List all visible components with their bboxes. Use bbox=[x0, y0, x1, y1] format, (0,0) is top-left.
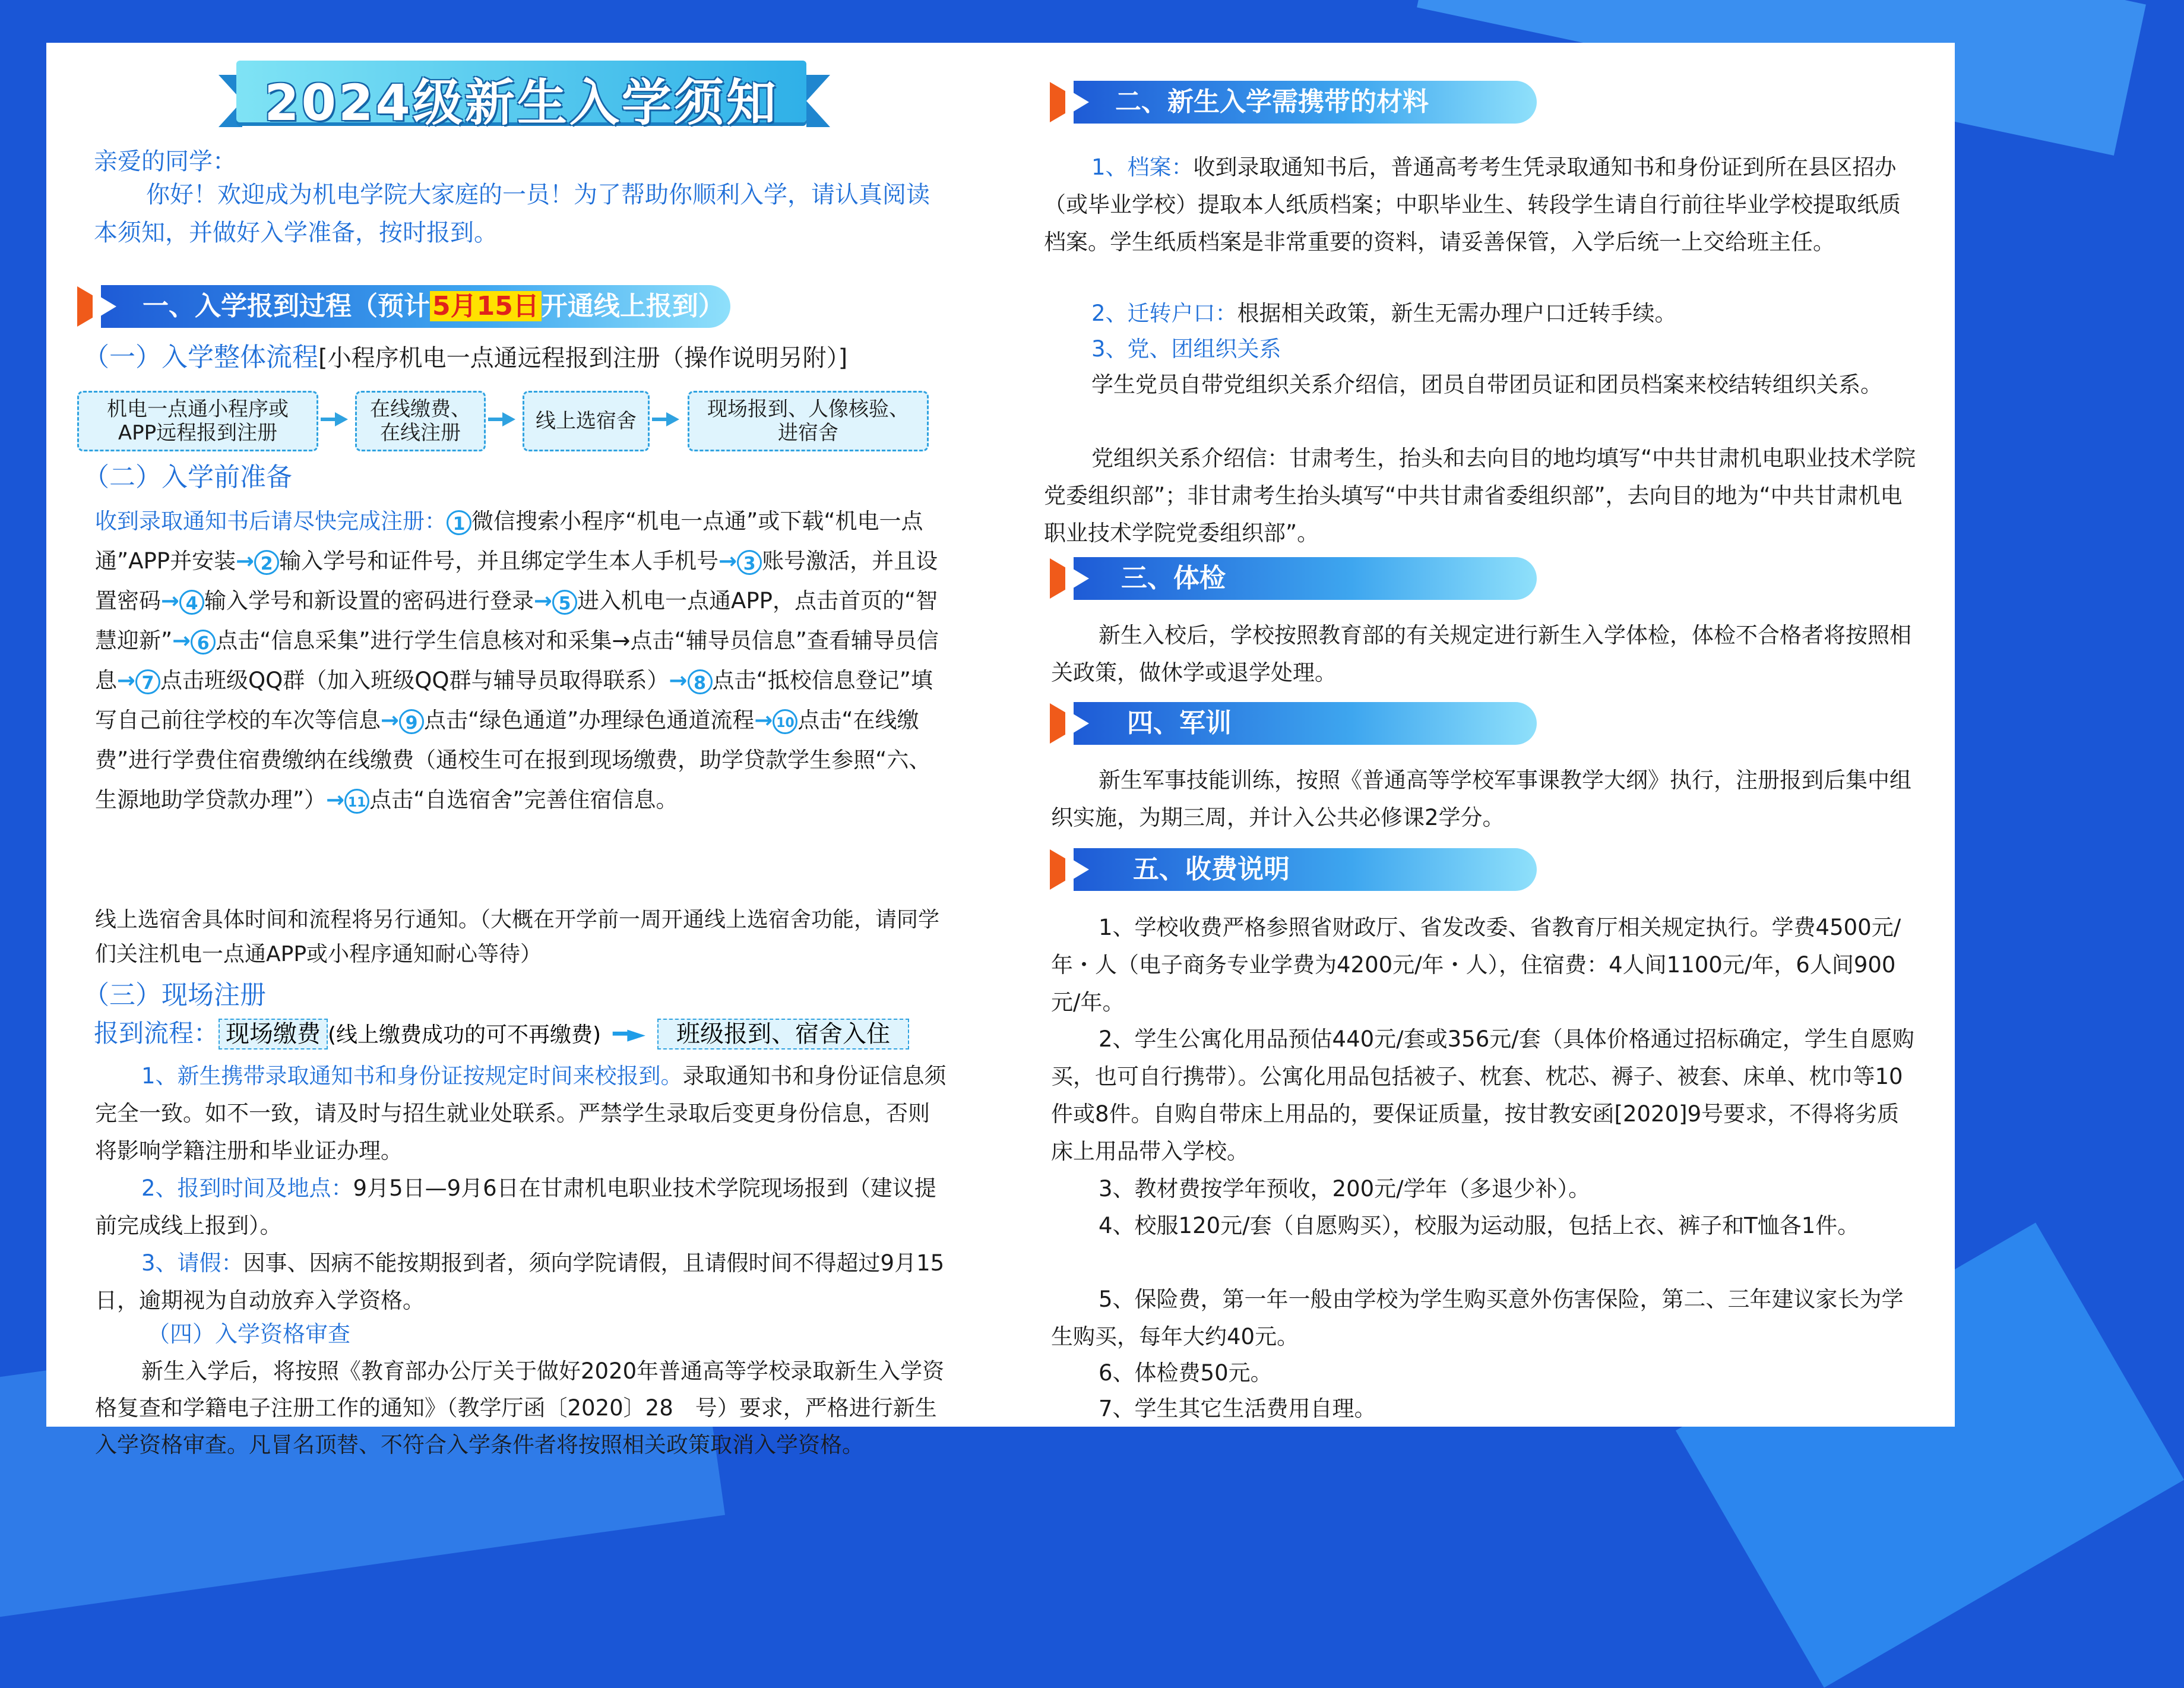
review-text: 新生入学后，将按照《教育部办公厅关于做好2020年普通高等学校录取新生入学资格复查和学籍电子注册工作的通知》（教学厅函〔2020〕28 号）要求，严格进行新生入学资格审查。凡冒名顶替、不符合入学条件者将按照相关政策取消入学资格。 bbox=[95, 1358, 945, 1458]
arrow-inner-icon bbox=[93, 292, 116, 321]
section-1-header bbox=[77, 283, 760, 330]
step-arrow-icon: → bbox=[161, 588, 180, 614]
material-3 bbox=[1044, 330, 1917, 368]
step-arrow-icon: → bbox=[326, 787, 345, 813]
section-2-header bbox=[1050, 78, 1561, 126]
onsite-step-register: 班级报到、宿舍入住 bbox=[657, 1019, 909, 1050]
section-3-title: 三、体检 bbox=[1121, 563, 1226, 593]
military-text: 新生军事技能训练，按照《普通高等学校军事课教学大纲》执行，注册报到后集中组织实施，为期三周，并计入公共必修课2学分。 bbox=[1051, 767, 1911, 830]
flow-arrow-line bbox=[321, 418, 336, 421]
ribbon-right bbox=[806, 75, 830, 127]
onsite-item-3 bbox=[95, 1244, 950, 1319]
fee-item-4: 4、校服120元/套（自愿购买），校服为运动服，包括上衣、裤子和T恤各1件。 bbox=[1099, 1213, 1860, 1238]
section-1-title-after: 开通线上报到） bbox=[541, 291, 724, 321]
step-number-badge: 3 bbox=[737, 550, 762, 575]
step-text: 点击“自选宿舍”完善住宿信息。 bbox=[369, 787, 678, 813]
party-text-2: 党组织关系介绍信：甘肃考生，抬头和去向目的地均填写“中共甘肃机电职业技术学院党委组织部”；非甘肃考生抬头填写“中共甘肃省委组织部”，去向目的地为“中共甘肃机电职业技术学院党委组织部”。 bbox=[1044, 445, 1916, 546]
onsite-flow bbox=[94, 1016, 909, 1053]
material-1 bbox=[1044, 148, 1917, 261]
section-5-title: 五、收费说明 bbox=[1133, 854, 1290, 884]
section-1-date-highlight: 5月15日 bbox=[430, 291, 542, 321]
flow-arrow-icon bbox=[502, 412, 515, 426]
flow-arrow-line bbox=[488, 418, 504, 421]
step-text: 账号激活，并且设置密码 bbox=[95, 548, 938, 614]
onsite-label: 报到流程： bbox=[94, 1019, 219, 1048]
fee-item-6: 6、体检费50元。 bbox=[1099, 1360, 1273, 1386]
section-5-header bbox=[1050, 846, 1561, 893]
step-arrow-icon: → bbox=[172, 628, 191, 653]
onsite-item-1 bbox=[95, 1057, 950, 1169]
material-head: 2、迁转户口： bbox=[1091, 301, 1237, 326]
step-arrow-icon: → bbox=[236, 548, 255, 574]
sub-4-heading: （四）入学资格审查 bbox=[147, 1321, 351, 1347]
onsite-item-2 bbox=[95, 1169, 950, 1244]
step-number-badge: 9 bbox=[399, 709, 424, 734]
flow-arrow-icon bbox=[335, 412, 348, 426]
prep-steps bbox=[95, 501, 950, 820]
sub-1-label: （一）入学整体流程 bbox=[83, 342, 318, 372]
step-arrow-icon: → bbox=[754, 707, 773, 733]
step-arrow-icon: → bbox=[117, 668, 136, 693]
sub-1-heading bbox=[83, 339, 847, 377]
step-text: 点击“绿色通道”办理绿色通道流程 bbox=[424, 707, 755, 733]
material-body: 根据相关政策，新生无需办理户口迁转手续。 bbox=[1237, 301, 1677, 326]
material-head: 3、党、团组织关系 bbox=[1091, 336, 1281, 362]
flow-step-4: 现场报到、人像核验、 进宿舍 bbox=[688, 391, 929, 451]
step-number-badge: 11 bbox=[344, 789, 369, 814]
onsite-item-head: 2、报到时间及地点： bbox=[141, 1175, 353, 1201]
intro-text: 你好！欢迎成为机电学院大家庭的一员！为了帮助你顺利入学，请认真阅读本须知，并做好入学准备，按时报到。 bbox=[94, 181, 930, 246]
section-1-title-before: 一、入学报到过程（预计 bbox=[143, 291, 430, 321]
fee-item-5: 5、保险费，第一年一般由学校为学生购买意外伤害保险，第二、三年建议家长为学生购买，每年大约40元。 bbox=[1051, 1286, 1904, 1349]
greeting: 亲爱的同学： bbox=[94, 148, 236, 175]
flow-arrow-line bbox=[652, 418, 667, 421]
step-arrow-icon: → bbox=[534, 588, 553, 614]
material-head: 1、档案： bbox=[1091, 154, 1194, 180]
arrow-inner-icon bbox=[1065, 564, 1089, 593]
step-number-badge: 5 bbox=[552, 590, 577, 615]
step-text: 进入机电一点通APP，点击首页的“智慧迎新” bbox=[95, 588, 938, 653]
step-number-badge: 2 bbox=[254, 550, 279, 575]
onsite-item-head: 1、新生携带录取通知书和身份证按规定时间来校报到。 bbox=[141, 1063, 683, 1089]
flyer-panel bbox=[46, 43, 1955, 1458]
title-box bbox=[236, 61, 806, 132]
onsite-item-body: 9月5日—9月6日在甘肃机电职业技术学院现场报到（建议提前完成线上报到）。 bbox=[95, 1175, 936, 1238]
section-3-header bbox=[1050, 555, 1561, 602]
step-number-badge: 6 bbox=[191, 630, 216, 655]
step-number-badge: 8 bbox=[688, 669, 713, 694]
onsite-step-pay: 现场缴费 bbox=[219, 1019, 328, 1050]
onsite-item-body: 因事、因病不能按期报到者，须向学院请假，且请假时间不得超过9月15日，逾期视为自动放弃入学资格。 bbox=[95, 1250, 945, 1313]
step-text: 点击班级QQ群（加入班级QQ群与辅导员取得联系） bbox=[160, 668, 669, 693]
material-2 bbox=[1044, 295, 1917, 332]
onsite-arrow-icon: ━► bbox=[613, 1020, 645, 1048]
section-4-title: 四、军训 bbox=[1127, 708, 1232, 738]
step-text: 点击“在线缴费”进行学费住宿费缴纳在线缴费（通校生可在报到现场缴费，助学贷款学生参照“六、生源地助学贷款办理”） bbox=[95, 707, 931, 813]
material-body: 收到录取通知书后，普通高考考生凭录取通知书和身份证到所在县区招办（或毕业学校）提取本人纸质档案；中职毕业生、转段学生请自行前往毕业学校提取纸质档案。学生纸质档案是非常重要的资料，请妥善保管，入学后统一上交给班主任。 bbox=[1044, 154, 1901, 255]
step-text: 输入学号和证件号，并且绑定学生本人手机号 bbox=[279, 548, 719, 574]
fee-item-2: 2、学生公寓化用品预估440元/套或356元/套（具体价格通过招标确定，学生自愿购买，也可自行携带）。公寓化用品包括被子、枕套、枕芯、褥子、被套、床单、枕巾等10件或8件。自购自带床上用品的，要保证质量，按甘教安函[2020]9号要求，不得将劣质床上用品带入学校。 bbox=[1051, 1026, 1914, 1164]
exam-text: 新生入校后，学校按照教育部的有关规定进行新生入学体检，体检不合格者将按照相关政策，做休学或退学处理。 bbox=[1051, 622, 1911, 685]
flow-step-1: 机电一点通小程序或 APP远程报到注册 bbox=[77, 391, 318, 451]
step-number-badge: 7 bbox=[135, 669, 160, 694]
section-2-title: 二、新生入学需携带的材料 bbox=[1115, 87, 1429, 117]
flow-arrow-icon bbox=[666, 412, 679, 426]
onsite-item-body: 录取通知书和身份证信息须完全一致。如不一致，请及时与招生就业处联系。严禁学生录取后变更身份信息，否则将影响学籍注册和毕业证办理。 bbox=[95, 1063, 947, 1164]
prep-lead: 收到录取通知书后请尽快完成注册： bbox=[95, 508, 447, 534]
step-arrow-icon: → bbox=[718, 548, 738, 574]
arrow-inner-icon bbox=[1065, 855, 1089, 884]
party-text-1: 学生党员自带党组织关系介绍信，团员自带团员证和团员档案来校结转组织关系。 bbox=[1091, 372, 1882, 397]
sub-3-heading: （三）现场注册 bbox=[83, 980, 266, 1010]
sub-1-note: [小程序机电一点通远程报到注册（操作说明另附）] bbox=[318, 344, 848, 372]
step-text: 微信搜索小程序“机电一点通”或下载“机电一点通”APP并安装 bbox=[95, 508, 923, 574]
flow-step-3: 线上选宿舍 bbox=[523, 391, 650, 451]
step-arrow-icon: → bbox=[669, 668, 688, 693]
onsite-note: (线上缴费成功的可不再缴费) bbox=[328, 1023, 602, 1047]
page-title: 2024级新生入学须知 bbox=[264, 74, 778, 132]
arrow-inner-icon bbox=[1065, 709, 1089, 738]
flow-step-2: 在线缴费、 在线注册 bbox=[355, 391, 486, 451]
dorm-note: 线上选宿舍具体时间和流程将另行通知。（大概在开学前一周开通线上选宿舍功能，请同学们关注机电一点通APP或小程序通知耐心等待） bbox=[95, 908, 940, 966]
step-number-badge: 1 bbox=[447, 510, 471, 535]
step-text: 点击“信息采集”进行学生信息核对和采集→点击“辅导员信息”查看辅导员信息 bbox=[95, 628, 939, 693]
sub-2-heading: （二）入学前准备 bbox=[83, 462, 292, 492]
section-4-header bbox=[1050, 700, 1561, 747]
step-text: 点击“抵校信息登记”填写自己前往学校的车次等信息 bbox=[95, 668, 933, 733]
title-banner bbox=[219, 55, 830, 132]
arrow-inner-icon bbox=[1065, 88, 1089, 116]
step-number-badge: 4 bbox=[179, 590, 204, 615]
step-number-badge: 10 bbox=[773, 709, 797, 734]
step-text: 输入学号和新设置的密码进行登录 bbox=[204, 588, 534, 614]
fee-item-1: 1、学校收费严格参照省财政厅、省发改委、省教育厅相关规定执行。学费4500元/年・人（电子商务专业学费为4200元/年・人），住宿费：4人间1100元/年，6人间900元/年。 bbox=[1051, 915, 1901, 1015]
fee-item-7: 7、学生其它生活费用自理。 bbox=[1099, 1396, 1376, 1421]
onsite-item-head: 3、请假： bbox=[141, 1250, 243, 1276]
fee-item-3: 3、教材费按学年预收，200元/学年（多退少补）。 bbox=[1099, 1176, 1591, 1202]
section-1-title bbox=[143, 285, 724, 328]
step-arrow-icon: → bbox=[381, 707, 400, 733]
